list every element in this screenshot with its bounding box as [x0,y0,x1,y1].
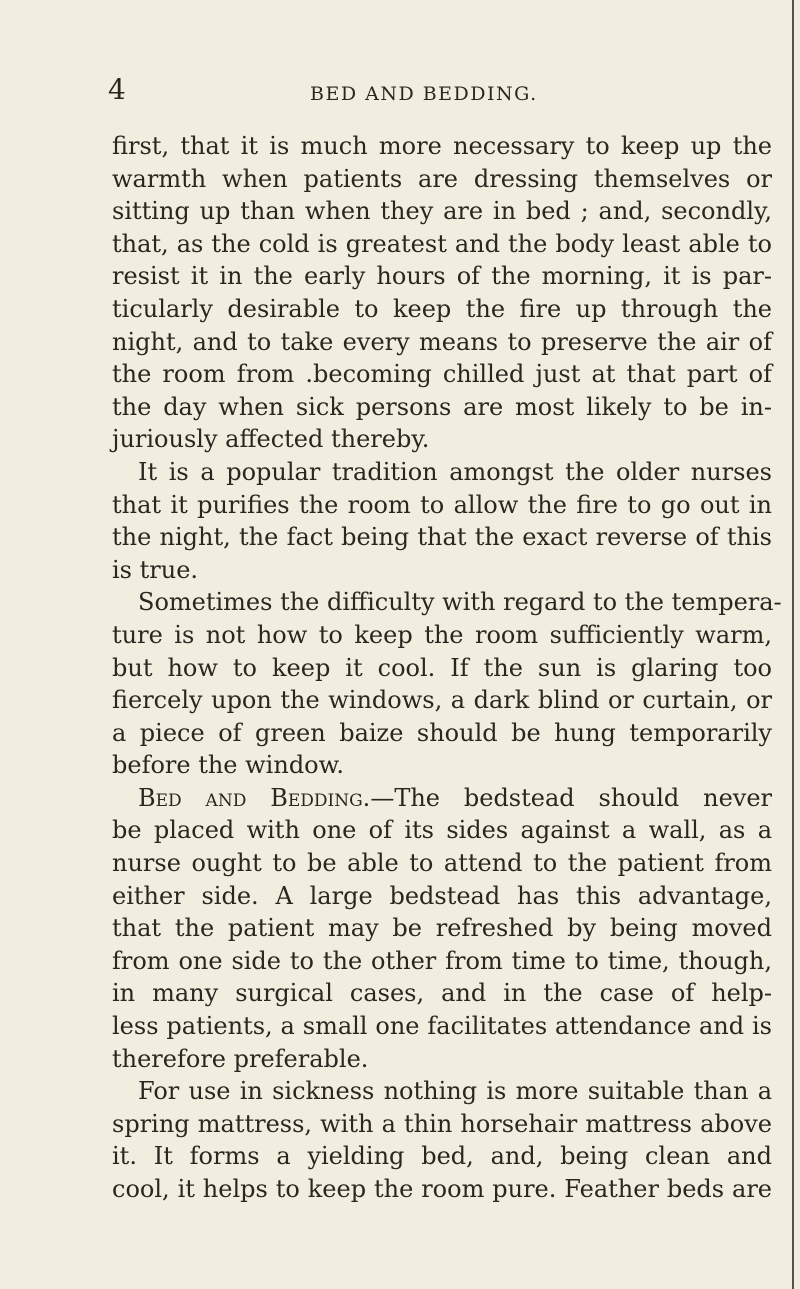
text-line: from one side to the other from time to time, though, [112,946,772,975]
text-line: ture is not how to keep the room sufficiently warm, [112,620,772,649]
text-line: therefore preferable. [112,1044,369,1073]
text-line: but how to keep it cool. If the sun is glaring too [112,653,772,682]
text-line: before the window. [112,751,344,780]
text-line: either side. A large bedstead has this advantage, [112,881,772,910]
text-line: spring mattress, with a thin horsehair mattress above [112,1109,772,1138]
text-line: be placed with one of its sides against a wall, as a [112,816,772,845]
text-line: nurse ought to be able to attend to the patient from [112,849,772,878]
text-line: sitting up than when they are in bed ; and, secondly, [112,197,772,226]
text-line: that it purifies the room to allow the fire to go out in [112,490,772,519]
text-line: a piece of green baize should be hung temporarily [112,718,772,747]
section-heading: Bed and Bedding. [138,783,371,812]
page-number: 4 [108,73,126,106]
text-line: It is a popular tradition amongst the older nurses [138,457,772,486]
text-line: first, that it is much more necessary to keep up the [112,132,772,160]
text-line: the room from .becoming chilled just at that part of [112,360,772,389]
text-line: the night, the fact being that the exact reverse of this [112,523,772,552]
text-line-remainder: —The bedstead should never [370,783,773,812]
text-line: juriously affected thereby. [112,425,430,454]
text-line: the day when sick persons are most likely to be in- [112,392,772,421]
text-line: cool, it helps to keep the room pure. Feather beds are [112,1175,772,1203]
body-text [112,130,782,1206]
page-edge-line [792,0,794,1289]
text-line: less patients, a small one facilitates attendance and is [112,1012,772,1041]
text-line: night, and to take every means to preserve the air of [112,327,772,356]
text-line: that, as the cold is greatest and the body least able to [112,229,772,258]
text-line: that the patient may be refreshed by being moved [112,914,772,943]
section-heading-line [112,782,772,815]
page-header [0,73,800,116]
text-line: ticularly desirable to keep the fire up through the [112,294,772,323]
text-line: fiercely upon the windows, a dark blind or curtain, or [112,686,772,715]
text-line: is true. [112,555,199,584]
text-line: in many surgical cases, and in the case of help- [112,979,772,1008]
text-line: warmth when patients are dressing themselves or [112,164,772,193]
text-line: Sometimes the difficulty with regard to the tempera- [138,588,782,617]
text-line: it. It forms a yielding bed, and, being clean and [112,1142,772,1171]
text-line: resist it in the early hours of the morning, it is par- [112,262,772,291]
running-head: BED AND BEDDING. [310,83,538,105]
text-line: For use in sickness nothing is more suitable than a [138,1077,772,1106]
